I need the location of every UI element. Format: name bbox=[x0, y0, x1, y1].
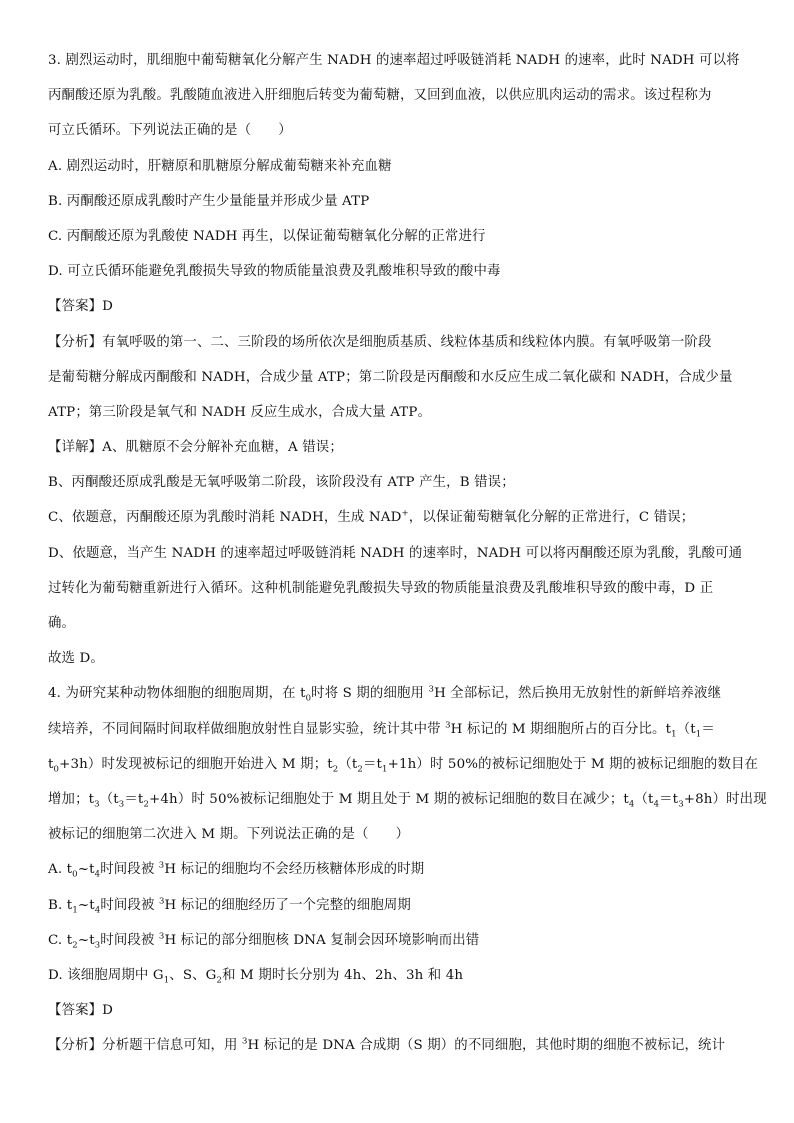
q4-option-b bbox=[48, 897, 748, 932]
text: （t bbox=[676, 721, 696, 737]
q3-analysis-line-2: 是葡萄糖分解成丙酮酸和 NADH，合成少量 ATP；第二阶段是丙酮酸和水反应生成二氧化碳和 NADH，合成少量 bbox=[48, 369, 733, 385]
text: H 标记的 M 期细胞所占的百分比。t bbox=[450, 721, 672, 737]
text: H 标记的细胞经历了一个完整的细胞周期 bbox=[164, 897, 411, 913]
q4-option-d bbox=[48, 967, 748, 1002]
text: ~t bbox=[77, 862, 95, 878]
subscript: 1 bbox=[695, 729, 702, 740]
q3-option-b: B. 丙酮酸还原成乳酸时产生少量能量并形成少量 ATP bbox=[48, 193, 370, 209]
text: B. t bbox=[48, 897, 73, 913]
q4-stem-line-5: 被标记的细胞第二次进入 M 期。下列说法正确的是（ ） bbox=[48, 827, 410, 843]
text: +1h）时 50%的被标记细胞处于 M 期的被标记细胞的数目在 bbox=[387, 756, 759, 772]
subscript: 3 bbox=[118, 799, 125, 810]
q3-option-d: D. 可立氏循环能避免乳酸损失导致的物质能量浪费及乳酸堆积导致的酸中毒 bbox=[48, 264, 501, 280]
q3-detail-b: B、丙酮酸还原成乳酸是无氧呼吸第二阶段，该阶段没有 ATP 产生，B 错误； bbox=[48, 475, 515, 491]
text: ~t bbox=[77, 897, 95, 913]
text: +8h）时出现 bbox=[683, 791, 767, 807]
q3-stem-line-3: 可立氏循环。下列说法正确的是（ ） bbox=[48, 123, 292, 139]
text: 【分析】分析题干信息可知，用 bbox=[48, 1038, 242, 1054]
q3-detail-d-line-1: D、依题意，当产生 NADH 的速率超过呼吸链消耗 NADH 的速率时，NADH 可以将丙酮酸还原为乳酸，乳酸可通 bbox=[48, 545, 743, 561]
text: ~t bbox=[77, 932, 95, 948]
subscript: 2 bbox=[216, 975, 223, 986]
subscript: 4 bbox=[94, 905, 101, 916]
text: +4h）时 50%被标记细胞处于 M 期且处于 M 期的被标记细胞的数目在减少；t bbox=[149, 791, 629, 807]
q4-answer: 【答案】D bbox=[48, 1003, 114, 1019]
q3-detail-a: 【详解】A、肌糖原不会分解补充血糖，A 错误； bbox=[48, 440, 343, 456]
text: 4. 为研究某种动物体细胞的细胞周期，在 t bbox=[48, 686, 306, 702]
text: 时间段被 bbox=[100, 932, 159, 948]
subscript: 1 bbox=[382, 764, 388, 775]
text: ＝t bbox=[124, 791, 144, 807]
q4-option-a bbox=[48, 861, 748, 896]
text: C. t bbox=[48, 932, 73, 948]
subscript: 1 bbox=[163, 975, 170, 986]
q3-stem-line-1: 3. 剧烈运动时，肌细胞中葡萄糖氧化分解产生 NADH 的速率超过呼吸链消耗 NADH 的速率，此时 NADH 可以将 bbox=[48, 53, 740, 68]
superscript: 3 bbox=[428, 684, 435, 695]
subscript: 2 bbox=[357, 764, 363, 775]
q3-answer: 【答案】D bbox=[48, 299, 114, 315]
q3-detail-d-line-3: 确。 bbox=[48, 616, 76, 631]
superscript: 3 bbox=[445, 720, 451, 731]
q4-stem-line-3 bbox=[48, 756, 759, 791]
text: H 标记的是 DNA 合成期（S 期）的不同细胞，其他时期的细胞不被标记，统计 bbox=[247, 1038, 726, 1054]
text: 时将 S 期的细胞用 bbox=[311, 686, 429, 702]
text: t bbox=[48, 756, 54, 772]
q4-stem-line-2 bbox=[48, 721, 748, 756]
subscript: 0 bbox=[305, 694, 312, 705]
q3-analysis-line-3: ATP；第三阶段是氧气和 NADH 反应生成水，合成大量 ATP。 bbox=[48, 404, 432, 420]
q3-analysis-line-1: 【分析】有氧呼吸的第一、二、三阶段的场所依次是细胞质基质、线粒体基质和线粒体内膜。有氧呼吸第一阶段 bbox=[48, 334, 712, 350]
text: ＝ bbox=[701, 721, 715, 737]
subscript: 4 bbox=[628, 799, 635, 810]
superscript: 3 bbox=[241, 1036, 248, 1047]
q4-stem-line-4 bbox=[48, 791, 767, 826]
subscript: 3 bbox=[94, 799, 100, 810]
q3-option-c: C. 丙酮酸还原为乳酸使 NADH 再生，以保证葡萄糖氧化分解的正常进行 bbox=[48, 228, 486, 244]
subscript: 4 bbox=[653, 799, 660, 810]
subscript: 3 bbox=[94, 940, 101, 951]
subscript: 0 bbox=[53, 764, 60, 775]
subscript: 2 bbox=[72, 940, 78, 951]
text: H 标记的细胞均不会经历核糖体形成的时期 bbox=[164, 862, 425, 878]
superscript: 3 bbox=[158, 896, 165, 907]
subscript: 1 bbox=[671, 729, 677, 740]
text: ＝t bbox=[362, 756, 383, 772]
nad-plus-superscript: + bbox=[401, 508, 409, 519]
text: +3h）时发现被标记的细胞开始进入 M 期；t bbox=[59, 756, 333, 772]
q4-analysis-line-1 bbox=[48, 1037, 748, 1072]
q3-detail-d-line-2: 过转化为葡萄糖重新进行入循环。这种机制能避免乳酸损失导致的物质能量浪费及乳酸堆积导致的酸中毒，D 正 bbox=[48, 580, 714, 596]
superscript: 3 bbox=[158, 931, 165, 942]
text: ＝t bbox=[659, 791, 679, 807]
text: （t bbox=[99, 791, 119, 807]
q3-detail-c-text-end: ，以保证葡萄糖氧化分解的正常进行，C 错误； bbox=[408, 510, 695, 526]
superscript: 3 bbox=[158, 860, 165, 871]
q3-option-a: A. 剧烈运动时，肝糖原和肌糖原分解成葡萄糖来补充血糖 bbox=[48, 158, 392, 174]
text: 时间段被 bbox=[100, 897, 159, 913]
text: 和 M 期时长分别为 4h、2h、3h 和 4h bbox=[222, 967, 464, 983]
text: D. 该细胞周期中 G bbox=[48, 967, 164, 983]
subscript: 2 bbox=[143, 799, 149, 810]
text: 、S、G bbox=[169, 967, 217, 983]
subscript: 4 bbox=[94, 869, 101, 880]
text: （t bbox=[634, 791, 654, 807]
q3-detail-c-text: C、依题意，丙酮酸还原为乳酸时消耗 NADH，生成 NAD bbox=[48, 510, 402, 526]
subscript: 2 bbox=[332, 764, 339, 775]
q4-option-c bbox=[48, 932, 748, 967]
subscript: 3 bbox=[678, 799, 684, 810]
text: H 标记的部分细胞核 DNA 复制会因环境影响而出错 bbox=[164, 932, 480, 948]
text: H 全部标记，然后换用无放射性的新鲜培养液继 bbox=[434, 686, 722, 702]
text: 时间段被 bbox=[100, 862, 159, 878]
text: （t bbox=[338, 756, 358, 772]
subscript: 1 bbox=[72, 905, 78, 916]
q3-conclusion: 故选 D。 bbox=[48, 651, 104, 667]
subscript: 0 bbox=[72, 869, 78, 880]
q4-stem-line-1 bbox=[48, 685, 748, 720]
text: 续培养，不同间隔时间取样做细胞放射性自显影实验，统计其中带 bbox=[48, 721, 446, 737]
q3-detail-c bbox=[48, 509, 748, 544]
text: 增加；t bbox=[48, 791, 95, 807]
q3-stem-line-2: 丙酮酸还原为乳酸。乳酸随血液进入肝细胞后转变为葡萄糖，又回到血液，以供应肌肉运动的需求。该过程称为 bbox=[48, 88, 712, 104]
document-page bbox=[48, 52, 767, 1072]
text: A. t bbox=[48, 862, 73, 878]
